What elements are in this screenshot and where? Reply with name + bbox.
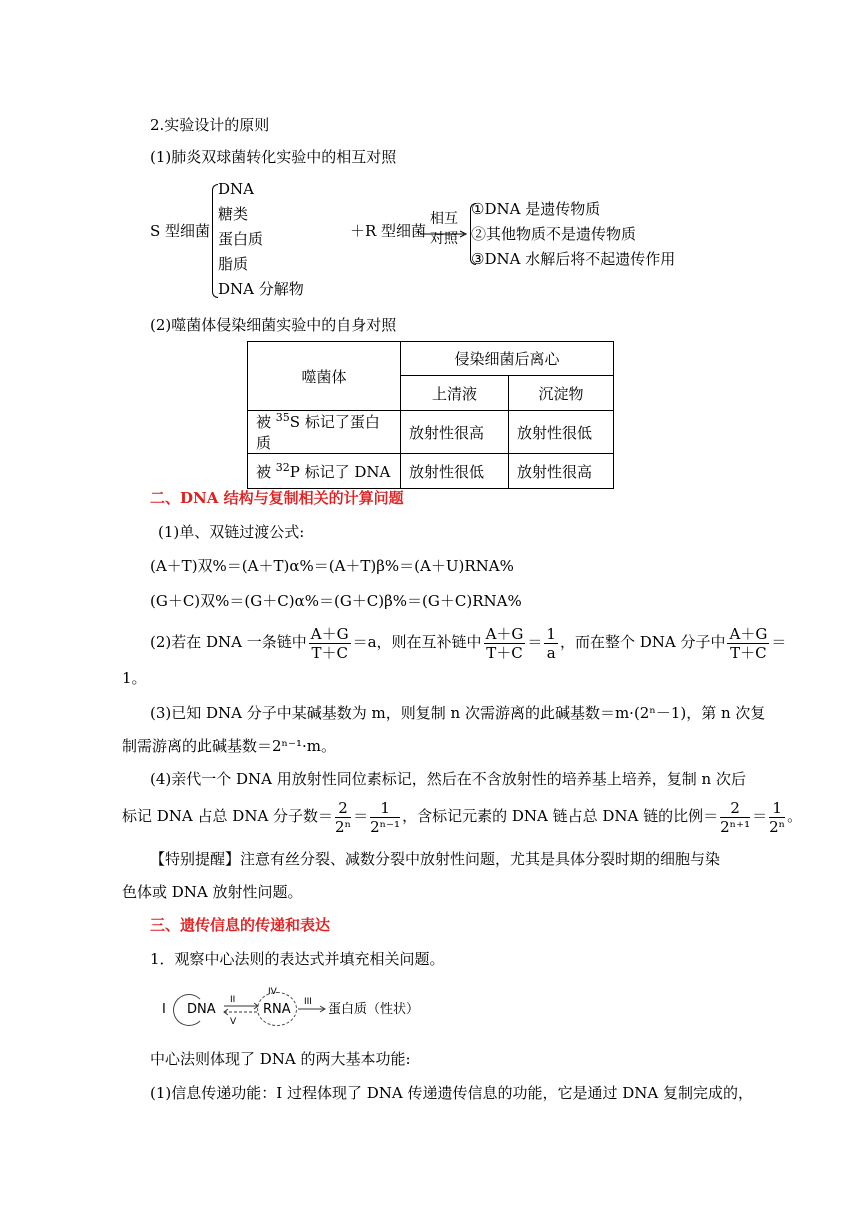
label-I: I [162,1002,166,1017]
subsection-self-control: (2)噬菌体侵染细菌实验中的自身对照 [150,316,397,334]
table-header-centrifuge: 侵染细菌后离心 [401,342,614,376]
central-dogma-functions: 中心法则体现了 DNA 的两大基本功能: [150,1050,411,1068]
fraction: $\frac{A+G}{T+C}$ [310,624,349,662]
node-protein: 蛋白质（性状） [328,1002,420,1017]
arrow-bottom-label: 对照 [430,231,458,247]
fraction: $\frac{2}{\text{2ⁿ⁺¹}}$ [720,798,751,836]
central-dogma-diagram [160,982,430,1032]
calc-item-1: (1)单、双链过渡公式: [158,523,305,541]
section-title: 2.实验设计的原则 [150,116,270,134]
subsection-mutual-control: (1)肺炎双球菌转化实验中的相互对照 [150,148,397,166]
fraction: $\frac{1}{\text{2ⁿ}}$ [769,798,786,836]
component-lipid: 脂质 [218,255,249,273]
table-header-phage: 噬菌体 [248,342,401,411]
table-header-supernatant: 上清液 [401,376,509,411]
calc-item-4-line2: 标记 DNA 占总 DNA 分子数＝ $\frac{2}{\text{2ⁿ}}$ ＝ $\frac{1}{\text{2ⁿ⁻¹}}$ ，含标记元素的 DNA 链占总 DNA 链的比例＝ $\frac{2}{\text{2ⁿ⁺¹}}$ ＝ $\frac{1}{\text{2ⁿ}}$ 。 [122,798,803,836]
table-row-label: 被 $^{35}$S 标记了蛋白质 [248,411,401,454]
arrow-top-label: 相互 [430,211,458,227]
double-arrow-icon [222,1002,260,1016]
heading-genetic-info: 三、遗传信息的传递和表达 [150,916,331,934]
table-cell: 放射性很高 [401,411,509,454]
calc-item-3-line2: 制需游离的此碱基数＝2ⁿ⁻¹·m。 [122,737,336,755]
label-V: V [230,1017,237,1027]
central-question: 1．观察中心法则的表达式并填充相关问题。 [150,950,445,968]
s-bacteria-label: S 型细菌 [150,222,211,240]
table-cell: 放射性很高 [509,454,614,489]
component-dna-digest: DNA 分解物 [218,280,304,298]
calc-item-2-end: 1。 [122,669,147,687]
table-row-label: 被 $^{32}$P 标记了 DNA [248,454,401,489]
heading-dna-calc: 二、DNA 结构与复制相关的计算问题 [150,489,404,507]
calc-item-4-line1: (4)亲代一个 DNA 用放射性同位素标记，然后在不含放射性的培养基上培养，复制 n 次后 [150,770,746,788]
fraction: $\frac{A+G}{T+C}$ [485,624,524,662]
info-transfer-function: (1)信息传递功能：I 过程体现了 DNA 传递遗传信息的功能，它是通过 DNA 复制完成的， [150,1084,753,1102]
result-2: ②其他物质不是遗传物质 [471,225,637,243]
component-sugar: 糖类 [218,205,249,223]
translation-arrow-icon [298,1004,328,1014]
label-IV: IV [268,987,277,997]
table-header-sediment: 沉淀物 [509,376,614,411]
table-cell: 放射性很低 [401,454,509,489]
node-rna: RNA [263,1002,291,1017]
component-protein: 蛋白质 [218,230,264,248]
fraction: $\frac{1}{\text{2ⁿ⁻¹}}$ [370,798,401,836]
table-cell: 放射性很低 [509,411,614,454]
special-note-line1: 【特别提醒】注意有丝分裂、减数分裂中放射性问题，尤其是具体分裂时期的细胞与染 [150,850,721,868]
phage-table [247,341,614,489]
label-II: II [230,995,236,1005]
fraction: $\frac{1}{a}$ [546,624,556,662]
formula-at: (A＋T)双%＝(A＋T)α%＝(A＋T)β%＝(A＋U)RNA% [150,557,514,575]
formula-gc: (G＋C)双%＝(G＋C)α%＝(G＋C)β%＝(G＋C)RNA% [150,592,522,610]
special-note-line2: 色体或 DNA 放射性问题。 [122,883,303,901]
calc-item-2: (2)若在 DNA 一条链中 $\frac{A+G}{T+C}$ ＝a，则在互补链中 $\frac{A+G}{T+C}$ ＝ $\frac{1}{a}$ ，而在整个 DNA 分子中 $\frac{A+G}{T+C}$ ＝ [150,624,787,662]
fraction: $\frac{2}{\text{2ⁿ}}$ [335,798,352,836]
label-III: III [304,997,312,1007]
r-bacteria-label: ＋R 型细菌 [350,222,427,240]
result-3: ③DNA 水解后将不起遗传作用 [471,250,676,268]
fraction: $\frac{A+G}{T+C}$ [729,624,768,662]
result-1: ①DNA 是遗传物质 [471,200,601,218]
node-dna: DNA [187,1002,216,1017]
calc-item-3-line1: (3)已知 DNA 分子中某碱基数为 m，则复制 n 次需游离的此碱基数＝m·(2ⁿ－1)，第 n 次复 [150,704,766,722]
component-dna: DNA [218,180,254,198]
